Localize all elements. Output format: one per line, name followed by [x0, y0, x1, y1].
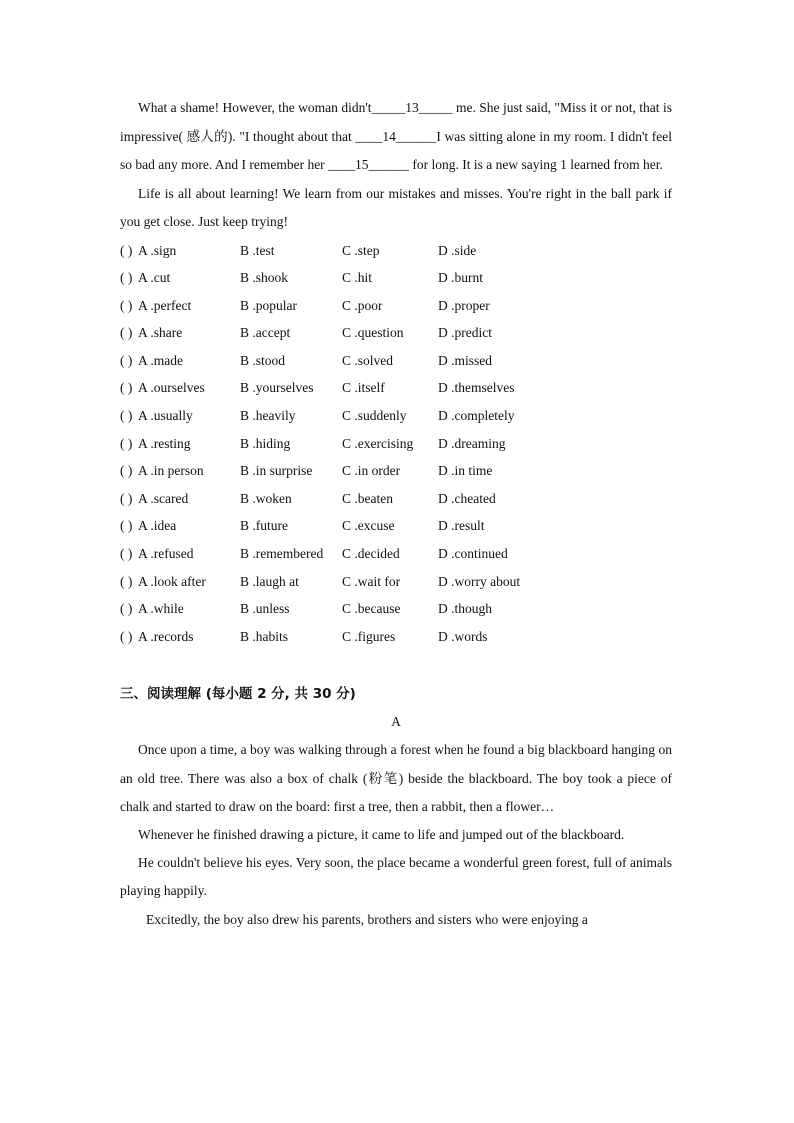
answer-blank[interactable]: ( )	[120, 408, 133, 424]
option-b: B .stood	[240, 352, 286, 368]
option-d: D .though	[438, 601, 492, 617]
answer-blank[interactable]: ( )	[120, 380, 133, 396]
answer-blank[interactable]: ( )	[120, 490, 133, 506]
option-row-14	[120, 595, 672, 623]
option-b: B .shook	[240, 270, 289, 286]
option-c: C .wait for	[342, 573, 401, 589]
option-c: C .decided	[342, 546, 400, 562]
option-c: C .itself	[342, 380, 385, 396]
answer-blank[interactable]: ( )	[120, 518, 133, 534]
option-a: A .perfect	[138, 297, 192, 313]
option-b: B .accept	[240, 325, 291, 341]
passage-paragraph-3: He couldn't believe his eyes. Very soon, the place became a wonderful green forest, full of animals playing happily.	[120, 855, 672, 899]
option-row-9	[120, 457, 672, 485]
option-c: C .step	[342, 242, 380, 258]
option-row-12	[120, 540, 672, 568]
option-d: D .completely	[438, 408, 515, 424]
option-d: D .continued	[438, 546, 508, 562]
option-b: B .woken	[240, 490, 292, 506]
option-c: C .question	[342, 325, 404, 341]
section-heading: 三、阅读理解 (每小题 2 分, 共 30 分)	[120, 686, 356, 703]
option-c: C .figures	[342, 628, 396, 644]
option-a: A .while	[138, 601, 184, 617]
option-row-11	[120, 512, 672, 540]
option-c: C .solved	[342, 352, 394, 368]
option-b: B .popular	[240, 297, 297, 313]
option-c: C .because	[342, 601, 401, 617]
option-d: D .themselves	[438, 380, 515, 396]
option-row-7	[120, 402, 672, 430]
answer-blank[interactable]: ( )	[120, 325, 133, 341]
option-b: B .habits	[240, 628, 289, 644]
option-a: A .scared	[138, 490, 189, 506]
option-d: D .predict	[438, 325, 492, 341]
answer-blank[interactable]: ( )	[120, 435, 133, 451]
option-d: D .worry about	[438, 573, 521, 589]
option-b: B .future	[240, 518, 288, 534]
passage-paragraph-1: Once upon a time, a boy was walking through a forest when he found a big blackboard hanging on an old tree. There was also a box of chalk (粉笔) beside the blackboard. The boy took a piece of chalk and started to draw on the board: first a tree, then a rabbit, then a flower…	[120, 742, 672, 814]
option-row-13	[120, 568, 672, 596]
option-c: C .in order	[342, 463, 401, 479]
option-d: D .missed	[438, 352, 492, 368]
option-d: D .burnt	[438, 270, 483, 286]
option-row-1	[120, 237, 672, 265]
intro-paragraph-1: What a shame! However, the woman didn't_____13_____ me. She just said, "Miss it or not, that is impressive( 感人的). "I thought about that ____14______I was sitting alone in my room. I didn't feel so bad any more. And I remember her ____15______ for long. It is a new saying 1 learned from her.	[120, 100, 672, 172]
document-page	[120, 94, 672, 934]
option-c: C .exercising	[342, 435, 414, 451]
answer-blank[interactable]: ( )	[120, 573, 133, 589]
option-b: B .in surprise	[240, 463, 313, 479]
options-list	[120, 237, 672, 651]
option-a: A .refused	[138, 546, 194, 562]
intro-paragraph-2: Life is all about learning! We learn from our mistakes and misses. You're right in the ball park if you get close. Just keep trying!	[120, 185, 672, 229]
option-b: B .laugh at	[240, 573, 299, 589]
option-b: B .unless	[240, 601, 290, 617]
answer-blank[interactable]: ( )	[120, 546, 133, 562]
answer-blank[interactable]: ( )	[120, 463, 133, 479]
answer-blank[interactable]: ( )	[120, 352, 133, 368]
answer-blank[interactable]: ( )	[120, 297, 133, 313]
option-a: A .made	[138, 352, 183, 368]
option-d: D .proper	[438, 297, 490, 313]
option-b: B .hiding	[240, 435, 291, 451]
option-d: D .dreaming	[438, 435, 506, 451]
passage-paragraph-4: Excitedly, the boy also drew his parents, brothers and sisters who were enjoying a	[146, 911, 588, 927]
option-b: B .remembered	[240, 546, 324, 562]
option-a: A .sign	[138, 242, 177, 258]
option-c: C .poor	[342, 297, 383, 313]
option-row-6	[120, 374, 672, 402]
answer-blank[interactable]: ( )	[120, 242, 133, 258]
answer-blank[interactable]: ( )	[120, 270, 133, 286]
option-row-5	[120, 347, 672, 375]
option-c: C .suddenly	[342, 408, 407, 424]
option-row-4	[120, 319, 672, 347]
passage-label: A	[391, 714, 401, 730]
option-a: A .look after	[138, 573, 206, 589]
option-a: A .records	[138, 628, 194, 644]
option-row-3	[120, 292, 672, 320]
passage-paragraph-2: Whenever he finished drawing a picture, it came to life and jumped out of the blackboard.	[138, 827, 625, 843]
option-a: A .resting	[138, 435, 191, 451]
answer-blank[interactable]: ( )	[120, 601, 133, 617]
option-d: D .in time	[438, 463, 493, 479]
option-a: A .ourselves	[138, 380, 205, 396]
option-c: C .excuse	[342, 518, 395, 534]
option-d: D .cheated	[438, 490, 496, 506]
option-row-2	[120, 264, 672, 292]
option-a: A .cut	[138, 270, 171, 286]
option-d: D .side	[438, 242, 477, 258]
option-b: B .heavily	[240, 408, 296, 424]
option-c: C .beaten	[342, 490, 393, 506]
option-b: B .test	[240, 242, 275, 258]
option-a: A .idea	[138, 518, 177, 534]
option-a: A .share	[138, 325, 183, 341]
option-b: B .yourselves	[240, 380, 314, 396]
option-row-15	[120, 623, 672, 651]
option-c: C .hit	[342, 270, 373, 286]
option-d: D .result	[438, 518, 485, 534]
option-d: D .words	[438, 628, 488, 644]
answer-blank[interactable]: ( )	[120, 628, 133, 644]
option-a: A .usually	[138, 408, 193, 424]
option-row-8	[120, 430, 672, 458]
option-row-10	[120, 485, 672, 513]
option-a: A .in person	[138, 463, 204, 479]
